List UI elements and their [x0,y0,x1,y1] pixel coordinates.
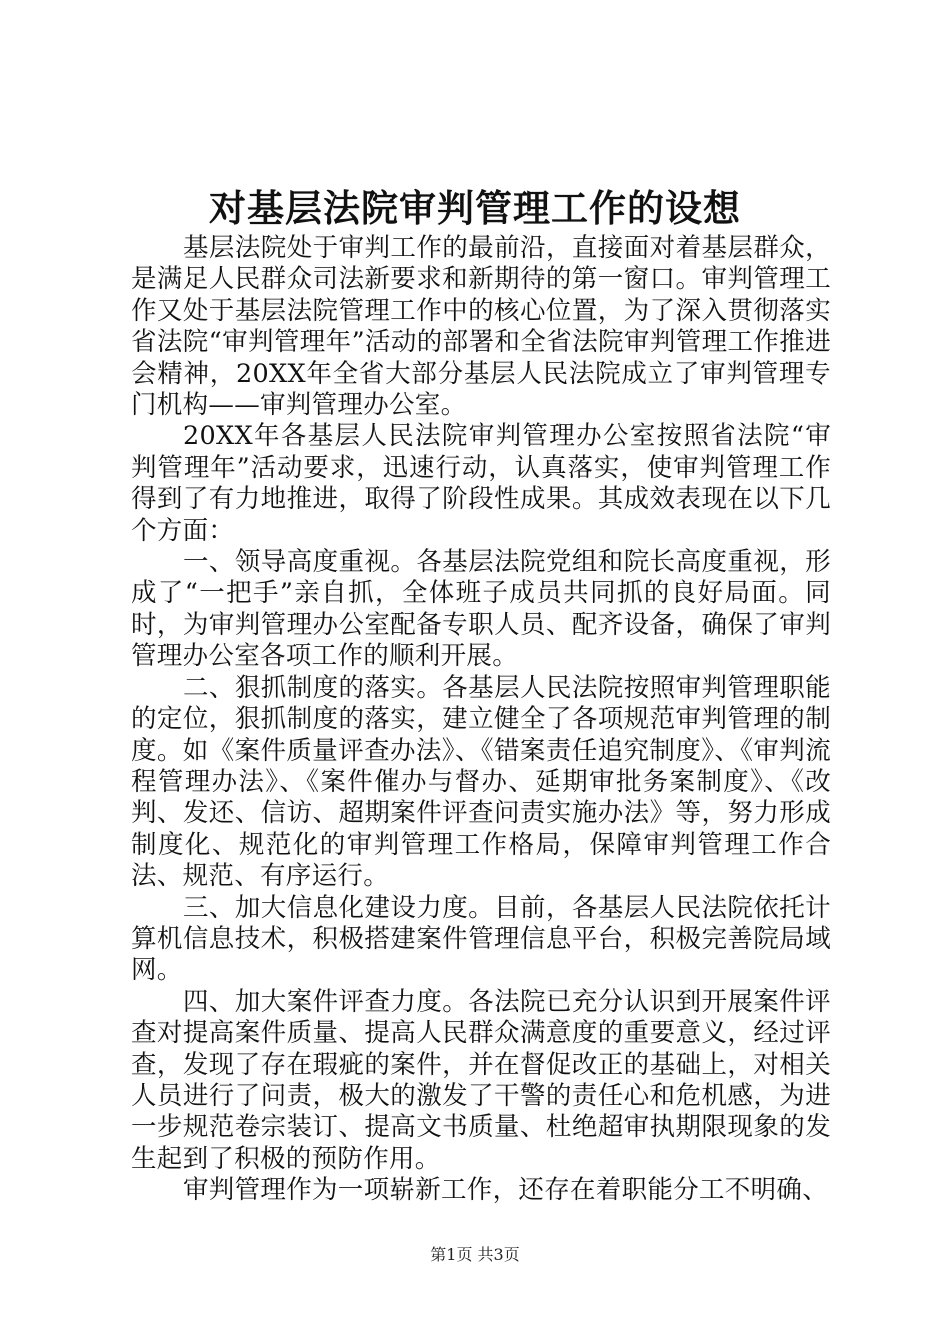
document-title: 对基层法院审判管理工作的设想 [209,186,741,230]
paragraph-point-1: 一、领导高度重视。各基层法院党组和院长高度重视，形成了“一把手”亲自抓，全体班子成员共同抓的良好局面。同时，为审判管理办公室配备专职人员、配齐设备，确保了审判管理办公室各项工作的顺利开展。 [131,547,831,672]
paragraph-results: 20XX年各基层人民法院审判管理办公室按照省法院“审判管理年”活动要求，迅速行动，认真落实，使审判管理工作得到了有力地推进，取得了阶段性成果。其成效表现在以下几个方面： [131,421,831,546]
document-body [131,233,831,1207]
paragraph-closing: 审判管理作为一项崭新工作，还存在着职能分工不明确、 [183,1175,829,1206]
paragraph-point-3: 三、加大信息化建设力度。目前，各基层人民法院依托计算机信息技术，积极搭建案件管理信息平台，积极完善院局域网。 [131,892,831,986]
page-number-footer: 第1页 共3页 [430,1245,520,1264]
paragraph-intro: 基层法院处于审判工作的最前沿，直接面对着基层群众，是满足人民群众司法新要求和新期待的第一窗口。审判管理工作又处于基层法院管理工作中的核心位置，为了深入贯彻落实省法院“审判管理年”活动的部署和全省法院审判管理工作推进会精神，20XX年全省大部分基层人民法院成立了审判管理专门机构——审判管理办公室。 [131,233,831,421]
paragraph-point-4: 四、加大案件评查力度。各法院已充分认识到开展案件评查对提高案件质量、提高人民群众满意度的重要意义，经过评查，发现了存在瑕疵的案件，并在督促改正的基础上，对相关人员进行了问责，极大的激发了干警的责任心和危机感，为进一步规范卷宗装订、提高文书质量、杜绝超审执期限现象的发生起到了积极的预防作用。 [131,986,831,1174]
paragraph-point-2: 二、狠抓制度的落实。各基层人民法院按照审判管理职能的定位，狠抓制度的落实，建立健全了各项规范审判管理的制度。如《案件质量评查办法》、《错案责任追究制度》、《审判流程管理办法》、《案件催办与督办、延期审批务案制度》、《改判、发还、信访、超期案件评查问责实施办法》等，努力形成制度化、规范化的审判管理工作格局，保障审判管理工作合法、规范、有序运行。 [131,672,831,892]
